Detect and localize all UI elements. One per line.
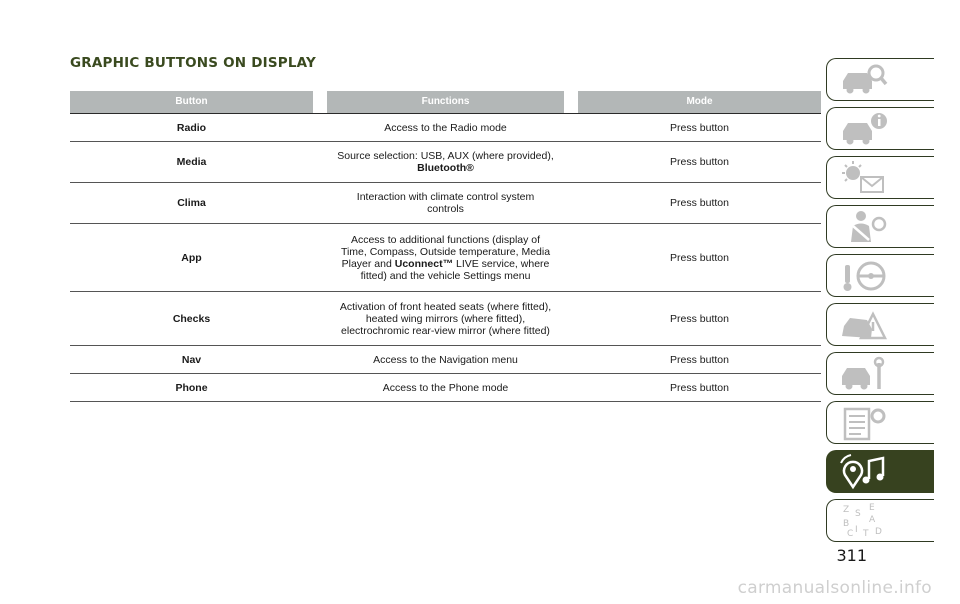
table-row	[70, 114, 821, 142]
cell-button: Phone	[175, 381, 208, 394]
cell-mode: Press button	[670, 156, 729, 168]
table-row	[70, 346, 821, 374]
function-line: Access to additional functions (display of	[350, 233, 541, 246]
cell-button: Nav	[181, 353, 202, 366]
cell-mode: Press button	[670, 312, 729, 325]
warning-lights-mail-icon	[839, 159, 889, 197]
cell-functions	[327, 234, 564, 282]
function-line: Player and Uconnect™ LIVE service, where	[341, 257, 550, 270]
cell-mode: Press button	[670, 381, 729, 394]
tab-safety[interactable]	[826, 205, 934, 248]
section-title: GRAPHIC BUTTONS ON DISPLAY	[70, 55, 316, 71]
svg-text:A: A	[869, 514, 876, 525]
function-line: Access to the Navigation menu	[373, 353, 518, 366]
table-header	[70, 91, 821, 113]
table-row	[70, 374, 821, 402]
table-row	[70, 183, 821, 224]
tab-car-search[interactable]	[826, 58, 934, 101]
svg-text:S: S	[855, 508, 861, 519]
tab-emergency[interactable]	[826, 303, 934, 346]
cell-button: Checks	[172, 312, 211, 325]
cell-mode: Press button	[670, 121, 729, 134]
chapter-tabs	[826, 58, 934, 548]
car-info-icon	[839, 110, 889, 148]
function-line: Bluetooth®	[417, 162, 474, 174]
cell-button: Radio	[176, 121, 207, 134]
cell-mode: Press button	[670, 197, 729, 209]
svg-text:T: T	[863, 528, 869, 539]
cell-button: Clima	[177, 197, 206, 209]
cell-functions	[327, 301, 564, 337]
function-line: fitted) and the vehicle Settings menu	[360, 269, 531, 282]
svg-text:Z: Z	[843, 504, 850, 515]
function-line: heated wing mirrors (where fitted),	[365, 312, 526, 325]
svg-text:I: I	[855, 524, 858, 535]
cell-button: Media	[176, 156, 207, 168]
seatbelt-airbag-icon	[839, 208, 889, 246]
tab-starting-driving[interactable]	[826, 254, 934, 297]
table-row	[70, 142, 821, 183]
function-line: Interaction with climate control system	[356, 191, 535, 203]
function-line: electrochromic rear-view mirror (where fitted)	[341, 324, 550, 337]
table-row	[70, 224, 821, 292]
header-mode: Mode	[578, 91, 821, 113]
svg-text:C: C	[847, 528, 854, 539]
function-line: Access to the Phone mode	[382, 381, 509, 394]
car-service-wrench-icon	[839, 355, 889, 393]
function-line: Source selection: USB, AUX (where provided),	[337, 150, 554, 162]
cell-functions	[327, 354, 564, 366]
header-button: Button	[70, 91, 313, 113]
svg-text:E: E	[869, 502, 875, 513]
cell-functions	[327, 382, 564, 394]
tab-technical-data[interactable]	[826, 401, 934, 444]
cell-button: App	[181, 251, 202, 264]
key-steering-wheel-icon	[839, 257, 889, 295]
tab-car-info[interactable]	[826, 107, 934, 150]
cell-mode: Press button	[670, 251, 729, 264]
multimedia-icon	[839, 453, 889, 491]
watermark: carmanualsonline.info	[737, 578, 932, 598]
car-breakdown-icon	[839, 306, 889, 344]
svg-text:D: D	[875, 526, 882, 537]
tab-servicing[interactable]	[826, 352, 934, 395]
alphabetical-index-icon	[839, 502, 889, 540]
function-line: Time, Compass, Outside temperature, Media	[340, 245, 551, 258]
function-line: controls	[427, 203, 464, 215]
function-line: Activation of front heated seats (where fitted),	[339, 300, 552, 313]
cell-functions	[327, 191, 564, 215]
tab-warning-lights[interactable]	[826, 156, 934, 199]
header-functions: Functions	[327, 91, 564, 113]
car-search-icon	[839, 61, 889, 99]
cell-functions	[327, 150, 564, 174]
cell-mode: Press button	[670, 353, 729, 366]
tab-index[interactable]	[826, 499, 934, 542]
svg-text:B: B	[843, 518, 850, 529]
tab-multimedia[interactable]	[826, 450, 934, 493]
function-line: Access to the Radio mode	[384, 121, 507, 134]
buttons-table	[70, 91, 821, 402]
table-row	[70, 292, 821, 346]
technical-data-icon	[839, 404, 889, 442]
cell-functions	[327, 122, 564, 134]
page-number: 311	[836, 546, 867, 565]
